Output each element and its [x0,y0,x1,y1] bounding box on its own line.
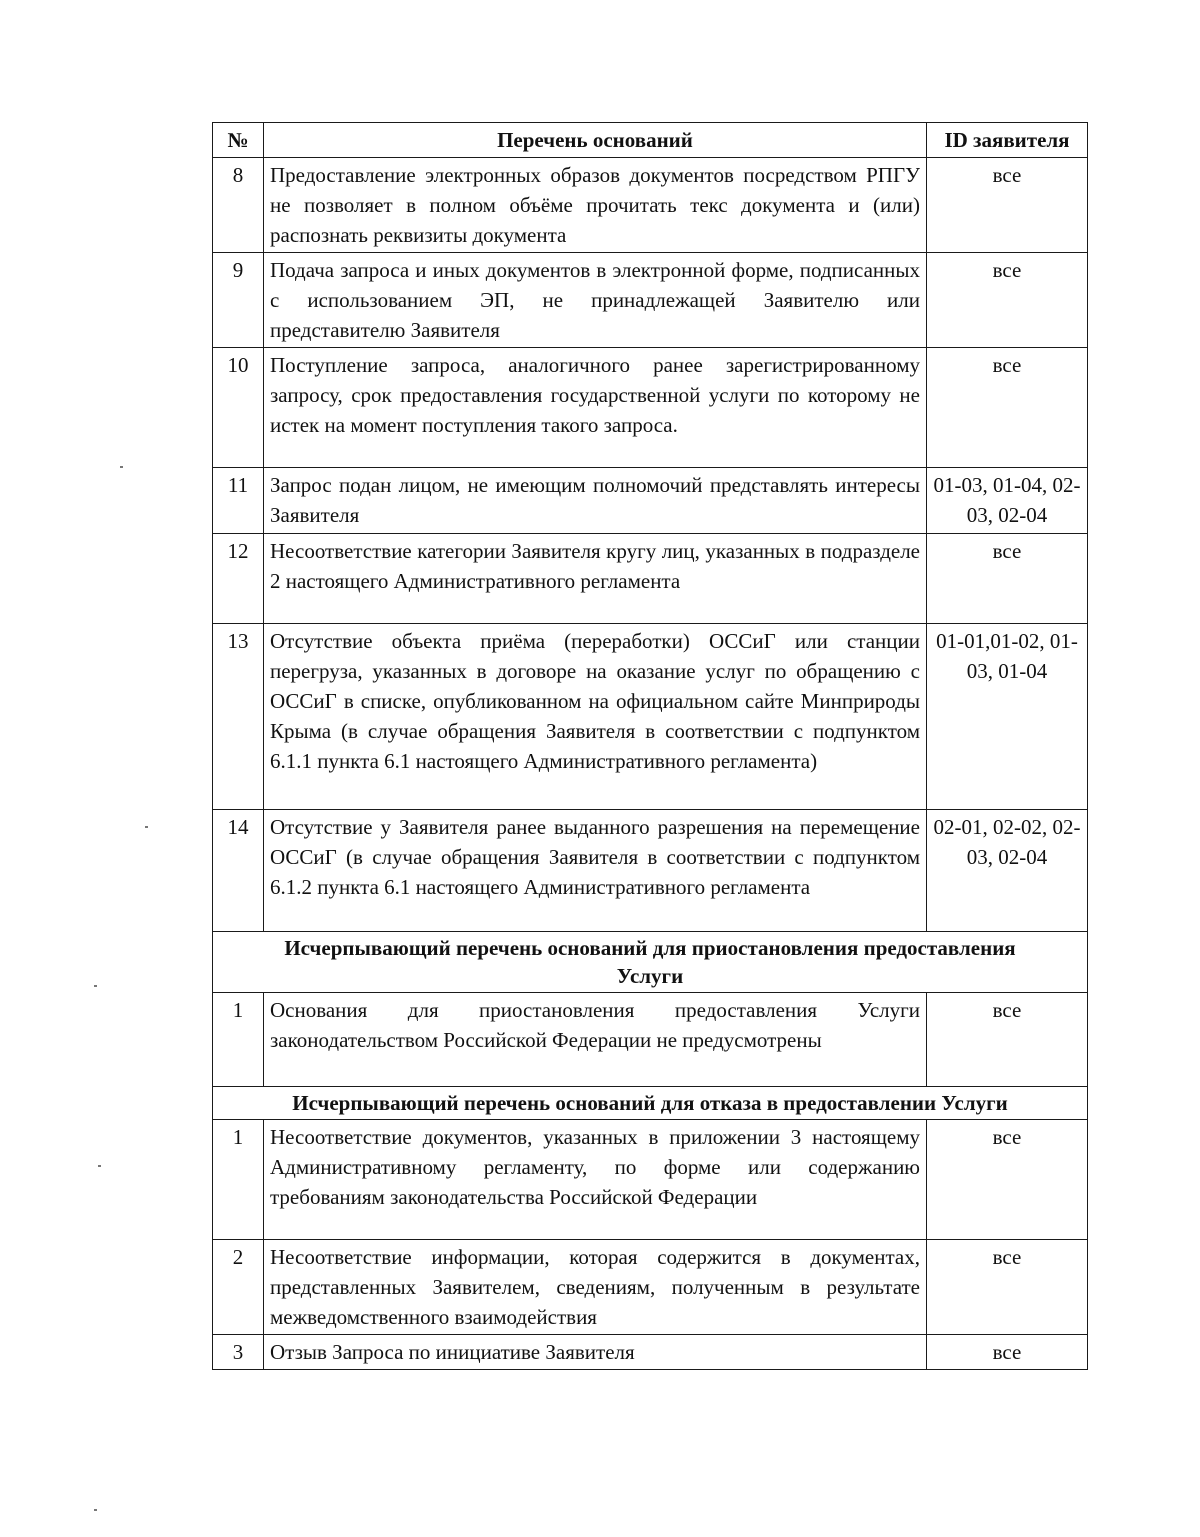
header-basis: Перечень оснований [264,123,927,158]
section-suspension-heading-row [213,932,1088,993]
table-row [213,253,1088,348]
table-row [213,534,1088,624]
row-num: 13 [213,624,264,810]
row-num: 10 [213,348,264,468]
row-ids: все [927,348,1088,468]
row-text: Предоставление электронных образов документов посредством РПГУ не позволяет в полном объёме прочитать текс документа и (или) распознать реквизиты документа [264,158,927,253]
row-text: Подача запроса и иных документов в электронной форме, подписанных с использованием ЭП, не принадлежащей Заявителю или представителю Заявителя [264,253,927,348]
row-ids: все [927,534,1088,624]
row-text: Несоответствие информации, которая содержится в документах, представленных Заявителем, сведениям, полученным в результате межведомственного взаимодействия [264,1240,927,1335]
scan-speck [94,985,97,987]
row-ids: 01-01,01-02, 01-03, 01-04 [927,624,1088,810]
table-row [213,1335,1088,1370]
row-num: 9 [213,253,264,348]
row-num: 12 [213,534,264,624]
row-num: 1 [213,993,264,1087]
row-ids: все [927,1335,1088,1370]
section-refusal-title: Исчерпывающий перечень оснований для отказа в предоставлении Услуги [213,1087,1088,1120]
row-ids: 02-01, 02-02, 02-03, 02-04 [927,810,1088,932]
row-text: Несоответствие категории Заявителя кругу лиц, указанных в подразделе 2 настоящего Административного регламента [264,534,927,624]
scan-speck [94,1509,97,1511]
row-text: Запрос подан лицом, не имеющим полномочий представлять интересы Заявителя [264,468,927,534]
row-ids: все [927,253,1088,348]
section-suspension-title: Исчерпывающий перечень оснований для приостановления предоставления Услуги [213,932,1088,993]
row-num: 1 [213,1120,264,1240]
grounds-table [212,122,1088,1370]
row-text: Отсутствие у Заявителя ранее выданного разрешения на перемещение ОССиГ (в случае обращения Заявителя в соответствии с подпунктом 6.1.2 пункта 6.1 настоящего Административного регламента [264,810,927,932]
row-ids: все [927,993,1088,1087]
table-row [213,468,1088,534]
row-num: 11 [213,468,264,534]
row-ids: все [927,1240,1088,1335]
table-row [213,1120,1088,1240]
table-row [213,624,1088,810]
row-text: Отзыв Запроса по инициативе Заявителя [264,1335,927,1370]
header-num: № [213,123,264,158]
scan-speck [120,466,123,468]
section-refusal-heading-row [213,1087,1088,1120]
row-text: Несоответствие документов, указанных в приложении 3 настоящему Административному регламенту, по форме или содержанию требованиям законодательства Российской Федерации [264,1120,927,1240]
table-row [213,993,1088,1087]
row-ids: все [927,158,1088,253]
row-num: 8 [213,158,264,253]
row-num: 3 [213,1335,264,1370]
table-row [213,348,1088,468]
row-num: 2 [213,1240,264,1335]
row-text: Основания для приостановления предоставления Услуги законодательством Российской Федерации не предусмотрены [264,993,927,1087]
row-text: Отсутствие объекта приёма (переработки) ОССиГ или станции перегруза, указанных в договоре на оказание услуг по обращению с ОССиГ в списке, опубликованном на официальном сайте Минприроды Крыма (в случае обращения Заявителя в соответствии с подпунктом 6.1.1 пункта 6.1 настоящего Административного регламента) [264,624,927,810]
row-num: 14 [213,810,264,932]
table-row [213,1240,1088,1335]
scan-speck [98,1165,101,1167]
row-ids: все [927,1120,1088,1240]
row-text: Поступление запроса, аналогичного ранее зарегистрированному запросу, срок предоставления государственной услуги по которому не истек на момент поступления такого запроса. [264,348,927,468]
table-row [213,810,1088,932]
table-header-row [213,123,1088,158]
row-ids: 01-03, 01-04, 02-03, 02-04 [927,468,1088,534]
scan-speck [145,826,148,828]
header-applicant-id: ID заявителя [927,123,1088,158]
table-row [213,158,1088,253]
